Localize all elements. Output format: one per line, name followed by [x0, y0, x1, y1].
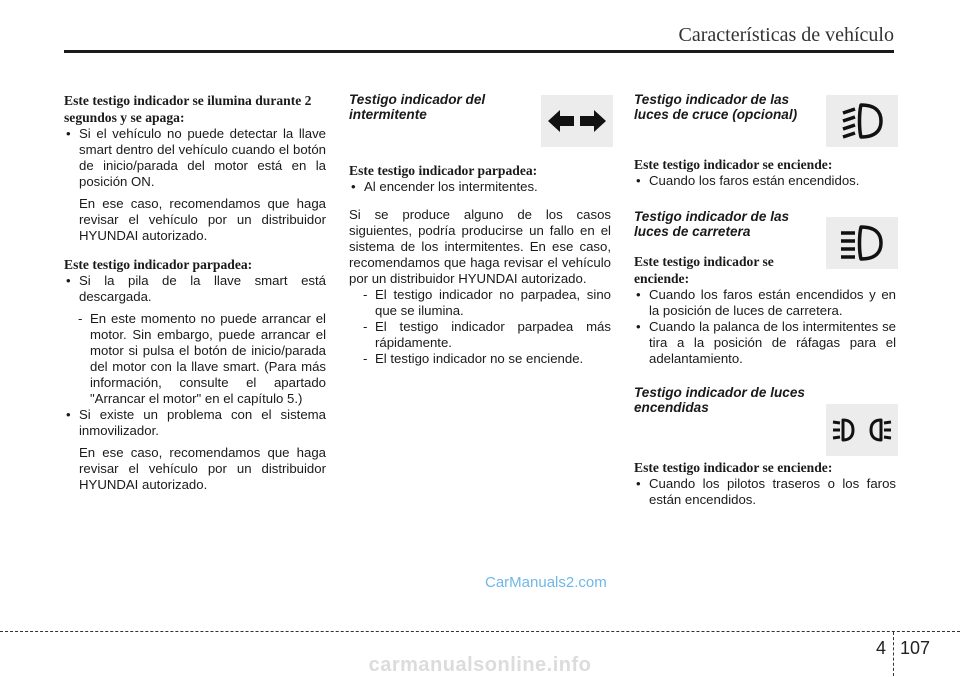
heading-ilumina: Este testigo indicador se ilumina durante 2 segundos y se apaga: — [64, 93, 312, 125]
heading-cruce-enciende: Este testigo indicador se enciende: — [634, 157, 833, 172]
section-title-luces-carretera: Testigo indicador de las luces de carretera — [634, 209, 790, 239]
heading-pilotos-enciende: Este testigo indicador se enciende: — [634, 460, 833, 475]
bullet-luces-carretera: • Cuando los faros están encendidos y en la posición de luces de carretera. — [634, 287, 896, 319]
indent-revisar-2: En ese caso, recomendamos que haga revisar el vehículo por un distribuidor HYUNDAI autorizado. — [79, 445, 326, 492]
bullet-inmovilizador: • Si existe un problema con el sistema inmovilizador. — [64, 407, 326, 439]
section-title-luces-encendidas: Testigo indicador de luces encendidas — [634, 385, 805, 415]
heading-carretera-enciende: Este testigo indicador se enciende: — [634, 254, 774, 286]
dash-no-enciende: - El testigo indicador no se enciende. — [349, 351, 611, 367]
paragraph-fallo: Si se produce alguno de los casos siguientes, podría producirse un fallo en el sistema de los intermitentes. En ese caso, recomendamos que haga revisar el vehículo por un distribuidor HYUNDAI autorizado. — [349, 207, 611, 286]
dash-mas-rapido: - El testigo indicador parpadea más rápidamente. — [349, 319, 611, 351]
footer-rule — [0, 631, 960, 632]
heading-parpadea-intermitente: Este testigo indicador parpadea: — [349, 163, 538, 178]
section-title-intermitente: Testigo indicador del intermitente — [349, 92, 486, 122]
bullet-pila: • Si la pila de la llave smart está descargada. — [64, 273, 326, 305]
high-beam-icon — [826, 217, 898, 269]
bullet-pilotos: • Cuando los pilotos traseros o los faros están encendidos. — [634, 476, 896, 508]
footer-site-watermark: carmanualsonline.info — [368, 654, 592, 676]
bullet-rafagas: • Cuando la palanca de los intermitentes se tira a la posición de ráfagas para el adelantamiento. — [634, 319, 896, 367]
bullet-encender-intermitentes: • Al encender los intermitentes. — [349, 179, 611, 195]
heading-parpadea: Este testigo indicador parpadea: — [64, 257, 253, 272]
header-rule — [64, 50, 894, 53]
bullet-no-detecta: • Si el vehículo no puede detectar la llave smart dentro del vehículo cuando el botón de inicio/parada del motor está en la posición ON. — [64, 126, 326, 190]
watermark-link[interactable]: CarManuals2.com — [485, 574, 607, 591]
chapter-number: 4 — [876, 638, 887, 658]
page-number: 107 — [900, 638, 931, 658]
dash-arrancar: - En este momento no puede arrancar el motor. Sin embargo, puede arrancar el motor si pulsa el botón de inicio/parada del motor con la llave smart. (Para más información, consulte el apartado "Arrancar el motor" en el capítulo 5.) — [64, 311, 326, 407]
turn-signal-arrows-icon — [541, 95, 613, 147]
indent-revisar-1: En ese caso, recomendamos que haga revisar el vehículo por un distribuidor HYUNDAI autorizado. — [79, 196, 326, 243]
column-smart-key — [64, 92, 326, 493]
page-header-title: Características de vehículo — [678, 24, 894, 46]
position-lights-icon — [826, 404, 898, 456]
dash-no-parpadea: - El testigo indicador no parpadea, sino que se ilumina. — [349, 287, 611, 319]
bullet-faros-encendidos: • Cuando los faros están encendidos. — [634, 173, 896, 189]
section-title-luces-cruce: Testigo indicador de las luces de cruce (opcional) — [634, 92, 798, 122]
low-beam-icon — [826, 95, 898, 147]
